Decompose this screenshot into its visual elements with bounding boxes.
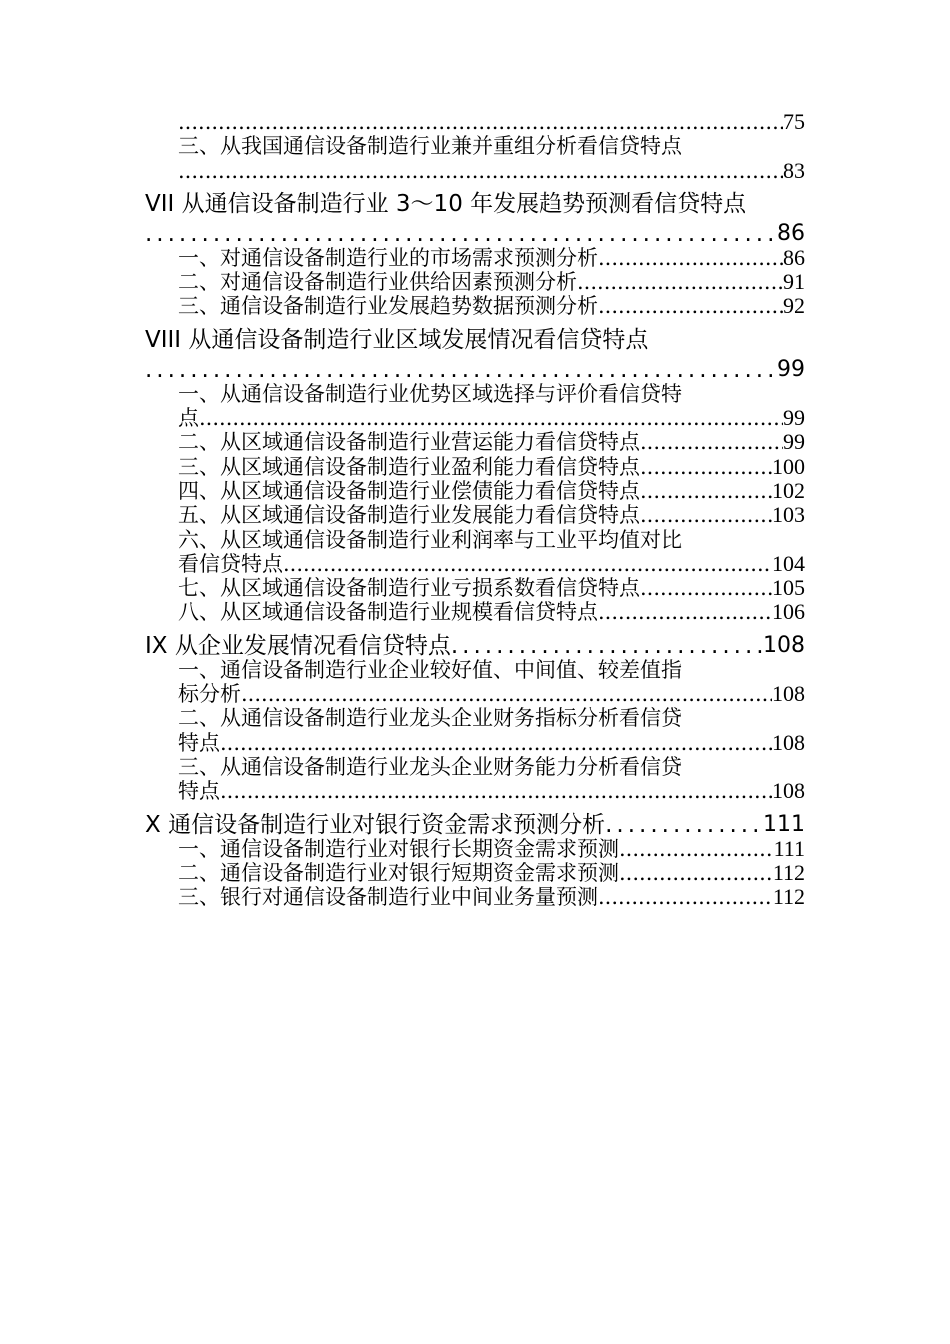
toc-entry[interactable] [145,270,805,294]
toc-entry-title: 八、从区域通信设备制造行业规模看信贷特点 [178,600,598,625]
toc-page-number: 83 [783,157,805,183]
toc-page-number: 111 [773,835,805,861]
toc-page-number: 75 [783,109,805,134]
toc-entry[interactable] [145,837,805,861]
dot-leader [640,455,772,479]
toc-entry[interactable] [145,430,805,454]
dot-leader [640,503,772,527]
toc-entry[interactable] [145,406,805,430]
toc-entry[interactable] [145,682,805,706]
dot-leader [145,222,777,246]
toc-entry[interactable] [145,503,805,527]
toc-page-number: 108 [772,729,805,755]
toc-entry-title: 二、从区域通信设备制造行业营运能力看信贷特点 [178,430,640,455]
dot-leader [598,246,783,270]
dot-leader [241,682,772,706]
toc-page-number: 102 [772,477,805,503]
toc-entry-title: 三、银行对通信设备制造行业中间业务量预测 [178,885,598,910]
toc-entry-title: 四、从区域通信设备制造行业偿债能力看信贷特点 [178,478,640,503]
toc-page-number: 86 [783,244,805,270]
dot-leader [220,779,772,803]
toc-page-number: 99 [783,429,805,455]
dot-leader [598,885,773,909]
chapter-title [145,328,805,352]
toc-entry[interactable] [145,885,805,909]
dot-leader [199,406,783,430]
dot-leader [640,430,783,454]
dot-leader [577,270,783,294]
toc-entry-title-line: 一、从通信设备制造行业优势区域选择与评价看信贷特 [178,381,682,406]
toc-page-number: 106 [772,599,805,625]
dot-leader [619,837,774,861]
toc-entry-title: 二、对通信设备制造行业供给因素预测分析 [178,270,577,295]
toc-entry-title: 一、通信设备制造行业对银行长期资金需求预测 [178,836,619,861]
toc-entry-title: 看信贷特点 [178,551,283,576]
toc-page-number: 99 [777,356,805,382]
toc-page-number: 100 [772,453,805,479]
toc-entry[interactable] [145,455,805,479]
table-of-contents [145,110,805,909]
toc-entry-title: 五、从区域通信设备制造行业发展能力看信贷特点 [178,503,640,528]
toc-entry-title-line: 一、通信设备制造行业企业较好值、中间值、较差值指 [178,657,682,682]
toc-entry[interactable] [145,552,805,576]
toc-entry[interactable] [145,576,805,600]
toc-entry-title: 特点 [178,779,220,804]
toc-entry-title: 特点 [178,730,220,755]
toc-entry-title: 点 [178,406,199,431]
toc-page-number: 91 [783,269,805,295]
chapter-title-text: VIII 从通信设备制造行业区域发展情况看信贷特点 [145,326,649,353]
toc-entry[interactable] [145,222,805,246]
toc-entry-title-line: 三、从我国通信设备制造行业兼并重组分析看信贷特点 [178,134,682,159]
toc-entry[interactable] [145,731,805,755]
toc-page-number: 105 [772,575,805,601]
toc-entry-title: 三、从区域通信设备制造行业盈利能力看信贷特点 [178,454,640,479]
toc-entry[interactable] [145,813,805,837]
toc-entry[interactable] [145,294,805,318]
toc-page-number: 108 [763,632,805,658]
toc-entry-title: 一、对通信设备制造行业的市场需求预测分析 [178,245,598,270]
toc-entry[interactable] [145,861,805,885]
toc-page-number: 103 [772,502,805,528]
toc-entry[interactable] [145,159,805,183]
dot-leader [640,479,772,503]
toc-page-number: 112 [772,859,805,885]
dot-leader [178,159,783,183]
toc-page-number: 112 [772,884,805,910]
toc-entry-title: X 通信设备制造行业对银行资金需求预测分析 [145,811,606,838]
dot-leader [178,110,783,134]
toc-page-number: 104 [772,550,805,576]
toc-entry-title: 七、从区域通信设备制造行业亏损系数看信贷特点 [178,576,640,601]
toc-page-number: 108 [772,681,805,707]
dot-leader [619,861,773,885]
dot-leader [605,813,763,837]
toc-entry-title: 标分析 [178,682,241,707]
toc-entry[interactable] [145,110,805,134]
dot-leader [283,552,772,576]
dot-leader [640,576,772,600]
dot-leader [598,294,783,318]
toc-entry[interactable] [145,358,805,382]
chapter-title [145,192,805,216]
toc-entry-title: IX 从企业发展情况看信贷特点 [145,632,451,659]
toc-page-number: 108 [772,778,805,804]
dot-leader [598,600,772,624]
toc-entry[interactable] [145,600,805,624]
chapter-title-text: VII 从通信设备制造行业 3～10 年发展趋势预测看信贷特点 [145,190,747,217]
toc-entry[interactable] [145,634,805,658]
toc-entry-title: 二、通信设备制造行业对银行短期资金需求预测 [178,860,619,885]
toc-entry-title-line: 三、从通信设备制造行业龙头企业财务能力分析看信贷 [178,754,682,779]
toc-page-number: 99 [783,405,805,431]
toc-page-number: 111 [763,811,805,837]
toc-entry-title-line: 六、从区域通信设备制造行业利润率与工业平均值对比 [178,527,682,552]
toc-entry-title: 三、通信设备制造行业发展趋势数据预测分析 [178,294,598,319]
dot-leader [451,634,763,658]
dot-leader [145,358,777,382]
toc-entry[interactable] [145,779,805,803]
toc-entry[interactable] [145,246,805,270]
dot-leader [220,731,772,755]
toc-page-number: 86 [777,220,805,246]
toc-page-number: 92 [783,293,805,319]
toc-entry[interactable] [145,479,805,503]
toc-entry-title-line: 二、从通信设备制造行业龙头企业财务指标分析看信贷 [178,706,682,731]
